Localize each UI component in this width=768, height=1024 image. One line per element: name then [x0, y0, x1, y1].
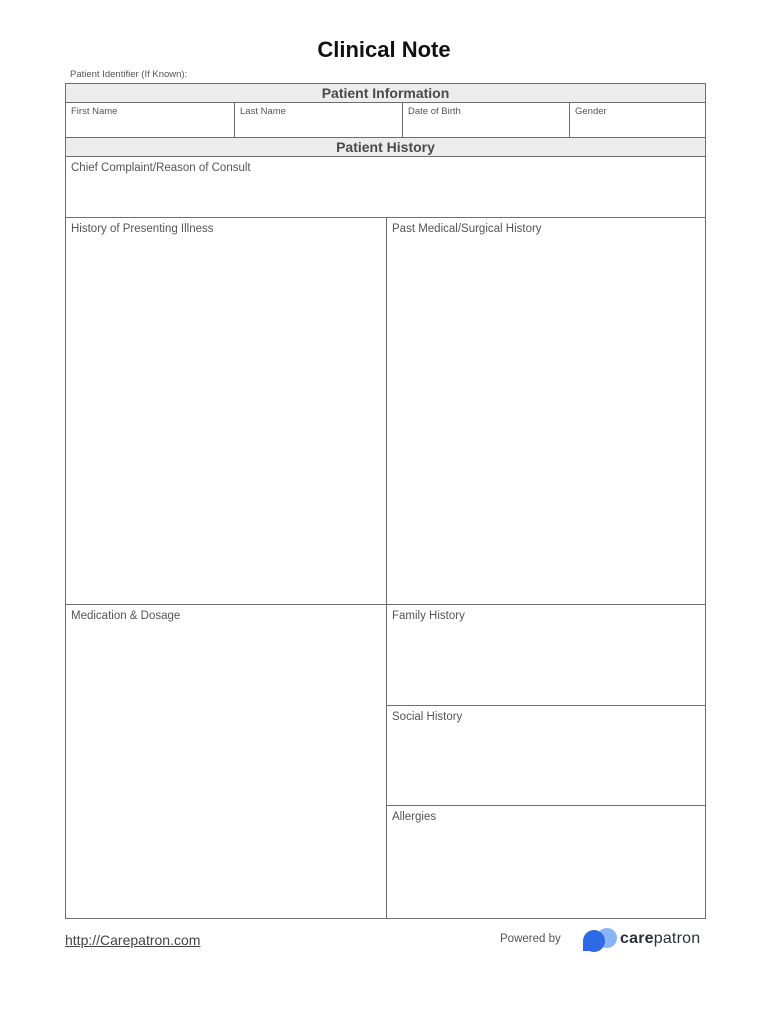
date-of-birth-label: Date of Birth — [408, 106, 461, 117]
carepatron-link[interactable]: http://Carepatron.com — [65, 932, 201, 948]
chief-complaint-field[interactable] — [66, 157, 705, 218]
medication-dosage-label: Medication & Dosage — [71, 610, 181, 622]
gender-field[interactable] — [570, 103, 705, 138]
past-medical-surgical-field[interactable] — [387, 218, 705, 605]
social-history-label: Social History — [392, 711, 463, 723]
patient-history-header: Patient History — [66, 138, 705, 157]
gender-label: Gender — [575, 106, 607, 117]
powered-by-label: Powered by — [500, 933, 561, 945]
brand-bold: care — [620, 930, 654, 947]
clinical-note-form — [65, 83, 706, 919]
first-name-field[interactable] — [66, 103, 235, 138]
date-of-birth-field[interactable] — [403, 103, 570, 138]
brand-regular: patron — [653, 930, 701, 947]
last-name-label: Last Name — [240, 106, 286, 117]
allergies-field[interactable] — [387, 806, 705, 918]
family-history-field[interactable] — [387, 605, 705, 706]
chief-complaint-label: Chief Complaint/Reason of Consult — [71, 162, 251, 174]
carepatron-wordmark — [620, 930, 700, 948]
social-history-field[interactable] — [387, 706, 705, 806]
past-medical-surgical-label: Past Medical/Surgical History — [392, 223, 542, 235]
family-history-label: Family History — [392, 610, 465, 622]
last-name-field[interactable] — [235, 103, 403, 138]
medication-dosage-field[interactable] — [66, 605, 387, 918]
first-name-label: First Name — [71, 106, 118, 117]
carepatron-logo — [581, 928, 711, 952]
patient-identifier-label: Patient Identifier (If Known): — [70, 69, 188, 80]
document-title: Clinical Note — [317, 37, 451, 62]
history-presenting-illness-label: History of Presenting Illness — [71, 223, 214, 235]
allergies-label: Allergies — [392, 811, 437, 823]
carepatron-logo-icon — [581, 928, 619, 952]
history-presenting-illness-field[interactable] — [66, 218, 387, 605]
patient-information-header: Patient Information — [66, 84, 705, 103]
